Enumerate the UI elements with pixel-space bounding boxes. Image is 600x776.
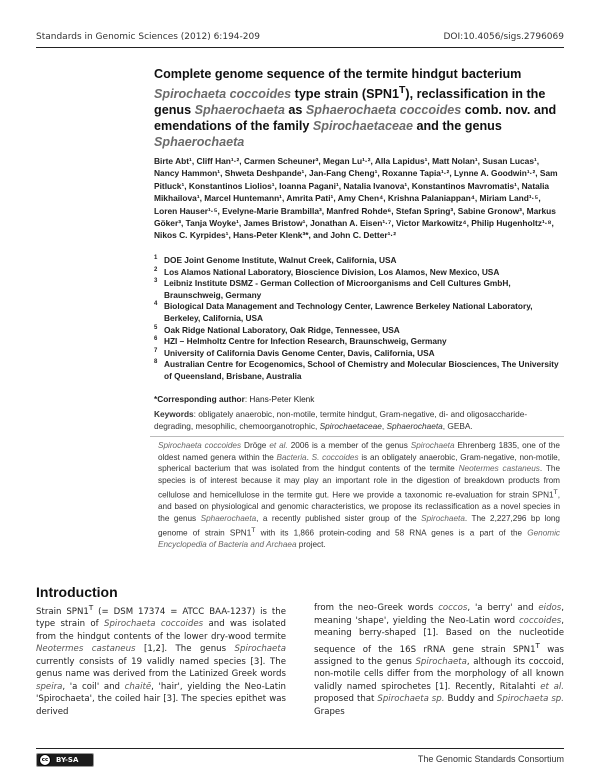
affiliation-list [154, 255, 562, 383]
keywords: Keywords: obligately anaerobic, non-motile, termite hindgut, Gram-negative, di- and oligosaccharide-degrading, mesophilic, chemoorganotrophic, Spirochaetaceae, Sphaerochaeta, GEBA. [154, 409, 528, 431]
affiliation-item: 7 University of California Davis Genome Center, Davis, California, USA [154, 347, 435, 358]
footer-rule [36, 748, 564, 749]
doi-link[interactable]: DOI:10.4056/sigs.2796069 [443, 32, 564, 42]
header-rule [36, 47, 564, 48]
affiliation-item: 3 Leibniz Institute DSMZ - German Collection of Microorganisms and Cell Cultures GmbH, Braunschweig, Germany [154, 278, 511, 300]
affiliation-item: 4 Biological Data Management and Technology Center, Lawrence Berkeley National Laboratory, Berkeley, California, USA [154, 301, 533, 323]
abstract-top-rule [150, 436, 564, 437]
abstract: Spirochaeta coccoides Dröge et al. 2006 is a member of the genus Spirochaeta Ehrenberg 1835, one of the oldest named genera within the Bacteria. S. coccoides is an obligately anaerobic, Gram-negative, non-motile, spherical bacterium that was isolated from the hindgut contents of the termite Neotermes castaneus. The species is of interest because it may play an important role in the digestion of breakdown products from cellulose and hemicellulose in the termite gut. Here we provide a taxonomic re-evaluation for strain $SPN1^T$, and based on physiological and genomic characteristics, we propose its reclassification as a novel species in the genus Sphaerochaeta, a recently published sister group of the Spirochaeta. The 2,227,296 bp long genome of strain $SPN1^T$ with its 1,866 protein-coding and 58 RNA genes is a part of the Genomic Encyclopedia of Bacteria and Archaea project. [158, 441, 561, 550]
affiliation-item: 2 Los Alamos National Laboratory, Bioscience Division, Los Alamos, New Mexico, USA [154, 266, 500, 277]
affiliation-item: 8 Australian Centre for Ecogenomics, School of Chemistry and Molecular Biosciences, The University of Queensland, Brisbane, Australia [154, 359, 559, 381]
body-column-left: Strain $SPN1^T$ (= DSM 17374 = ATCC BAA-1237) is the type strain of Spirochaeta coccoides and was isolated from the hindgut contents of the lower dry-wood termite Neotermes castaneus [1,2]. The genus Spirochaeta currently consists of 19 validly named species [3]. The genus name was derived from the Latinized Greek words speira, 'a coil' and chaitē, 'hair', yielding the Neo-Latin 'Spirochaeta', the coiled hair [3]. The species epithet was derived [36, 603, 287, 717]
affiliation-item: 5 Oak Ridge National Laboratory, Oak Ridge, Tennessee, USA [154, 324, 400, 335]
body-column-right: from the neo-Greek words coccos, 'a berry' and eidos, meaning 'shape', yielding the Neo-Latin word coccoides, meaning berry-shaped [1]. Based on the nucleotide sequence of the 16S rRNA gene strain $SPN1^T$ was assigned to the genus Spirochaeta, although its coccoid, non-motile cells differ from the morphology of all known validly named spirochetes [1]. Recently, Ritalahti et al. proposed that Spirochaeta sp. Buddy and Spirochaeta sp. Grapes [314, 603, 564, 717]
journal-citation: Standards in Genomic Sciences (2012) 6:194-209 [36, 32, 260, 42]
license-label: BY-SA [56, 756, 79, 764]
article-title: Complete genome sequence of the termite hindgut bacterium Spirochaeta coccoides type strain $(SPN1^T)$, reclassification in the genus Sphaerochaeta as Sphaerochaeta coccoides comb. nov. and emendations of the family Spirochaetaceae and the genus Sphaerochaeta [154, 67, 557, 150]
footer-consortium: The Genomic Standards Consortium [417, 754, 564, 764]
affiliation-item: 6 HZI – Helmholtz Centre for Infection Research, Braunschweig, Germany [154, 336, 447, 347]
section-heading-introduction: Introduction [36, 584, 118, 600]
author-list: Birte Abt¹, Cliff Han¹·², Carmen Scheuner³, Megan Lu¹·², Alla Lapidus¹, Matt Nolan¹, Susan Lucas¹, Nancy Hammon¹, Shweta Deshpande¹, Jan-Fang Cheng¹, Roxanne Tapia¹·², Lynne A. Goodwin¹·², Sam Pitluck¹, Konstantinos Liolios¹, Ioanna Pagani¹, Natalia Ivanova¹, Konstantinos Mavromatis¹, Natalia Mikhailova¹, Marcel Huntemann¹, Amrita Pati¹, Amy Chen⁴, Krishna Palaniappan⁴, Miriam Land¹·⁵, Loren Hauser¹·⁵, Evelyne-Marie Brambilla³, Manfred Rohde⁶, Stefan Spring³, Sabine Gronow³, Markus Göker³, Tanja Woyke¹, James Bristow¹, Jonathan A. Eisen¹·⁷, Victor Markowitz⁴, Philip Hugenholtz¹·⁸, Nikos C. Kyrpides¹, Hans-Peter Klenk³*, and John C. Detter¹·² [154, 156, 558, 241]
affiliation-item: 1 DOE Joint Genome Institute, Walnut Creek, California, USA [154, 255, 397, 265]
running-header [36, 32, 564, 46]
creative-commons-icon: cc [39, 754, 51, 766]
corresponding-author: *Corresponding author: Hans-Peter Klenk [154, 394, 315, 404]
license-badge[interactable] [36, 753, 94, 767]
